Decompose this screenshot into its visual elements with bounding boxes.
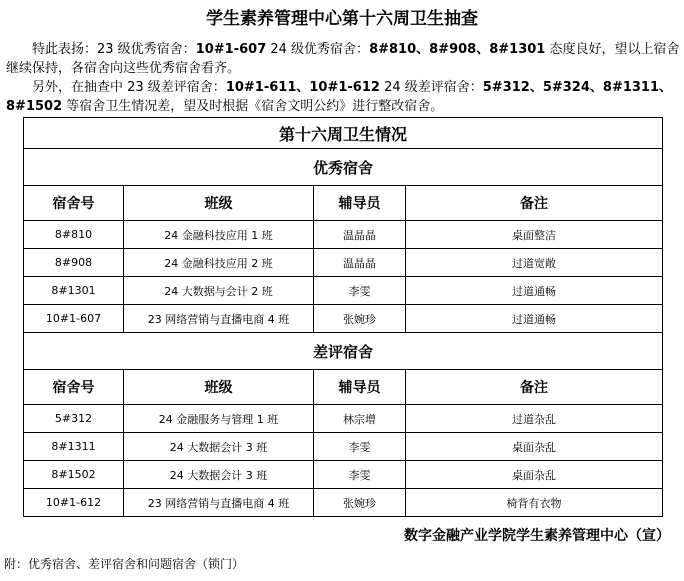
cell-remark: 过道通畅 — [406, 277, 663, 305]
cell-counselor: 李雯 — [314, 277, 406, 305]
criticism-mid: 24 级差评宿舍： — [379, 80, 483, 95]
cell-counselor: 张婉珍 — [314, 305, 406, 333]
section-label-poor: 差评宿舍 — [24, 333, 663, 370]
table-row — [24, 489, 663, 517]
criticism-dorms-23: 10#1-611、10#1-612 — [225, 80, 380, 95]
table-row — [24, 221, 663, 249]
cell-class: 24 大数据会计 3 班 — [124, 433, 314, 461]
cell-class: 24 金融科技应用 1 班 — [124, 221, 314, 249]
header-dorm: 宿舍号 — [24, 370, 124, 405]
signoff: 数字金融产业学院学生素养管理中心（宣） — [404, 528, 670, 544]
criticism-paragraph — [6, 78, 682, 116]
hygiene-report-table — [23, 117, 663, 517]
cell-dorm: 8#1311 — [24, 433, 124, 461]
header-row-poor — [24, 370, 663, 405]
table-row — [24, 277, 663, 305]
cell-dorm: 10#1-612 — [24, 489, 124, 517]
cell-remark: 桌面杂乱 — [406, 461, 663, 489]
cell-class: 23 网络营销与直播电商 4 班 — [124, 305, 314, 333]
cell-dorm: 8#908 — [24, 249, 124, 277]
cell-class: 23 网络营销与直播电商 4 班 — [124, 489, 314, 517]
cell-dorm: 5#312 — [24, 405, 124, 433]
cell-remark: 桌面整洁 — [406, 221, 663, 249]
cell-dorm: 10#1-607 — [24, 305, 124, 333]
cell-class: 24 金融服务与管理 1 班 — [124, 405, 314, 433]
cell-counselor: 李雯 — [314, 433, 406, 461]
cell-counselor: 张婉珍 — [314, 489, 406, 517]
cell-counselor: 李雯 — [314, 461, 406, 489]
table-row — [24, 433, 663, 461]
header-dorm: 宿舍号 — [24, 186, 124, 221]
attachment-note: 附：优秀宿舍、差评宿舍和问题宿舍（锁门） — [4, 557, 245, 571]
criticism-dorms-24: 5#312、5#324、8#1311、8#1502 — [6, 80, 673, 114]
header-counselor: 辅导员 — [314, 186, 406, 221]
table-row — [24, 405, 663, 433]
cell-class: 24 金融科技应用 2 班 — [124, 249, 314, 277]
praise-prefix: 特此表扬：23 级优秀宿舍： — [32, 42, 196, 57]
cell-remark: 桌面杂乱 — [406, 433, 663, 461]
header-remark: 备注 — [406, 186, 663, 221]
praise-mid: 24 级优秀宿舍： — [266, 42, 370, 57]
cell-counselor: 温晶晶 — [314, 249, 406, 277]
cell-dorm: 8#1301 — [24, 277, 124, 305]
praise-suffix: 态度良好，望以上宿舍继续保持，各宿舍向这些优秀宿舍看齐。 — [6, 42, 680, 76]
praise-dorms-24: 8#810、8#908、8#1301 — [369, 42, 546, 57]
cell-counselor: 温晶晶 — [314, 221, 406, 249]
criticism-prefix: 另外，在抽查中 23 级差评宿舍： — [32, 80, 226, 95]
table-row — [24, 305, 663, 333]
cell-remark: 过道杂乱 — [406, 405, 663, 433]
cell-class: 24 大数据与会计 2 班 — [124, 277, 314, 305]
cell-remark: 过道宽敞 — [406, 249, 663, 277]
table-row — [24, 461, 663, 489]
cell-class: 24 大数据会计 3 班 — [124, 461, 314, 489]
table-row — [24, 249, 663, 277]
header-counselor: 辅导员 — [314, 370, 406, 405]
section-row-excellent — [24, 149, 663, 186]
praise-dorms-23: 10#1-607 — [195, 42, 267, 57]
section-row-poor — [24, 333, 663, 370]
header-row-excellent — [24, 186, 663, 221]
cell-counselor: 林宗增 — [314, 405, 406, 433]
cell-remark: 过道通畅 — [406, 305, 663, 333]
cell-dorm: 8#1502 — [24, 461, 124, 489]
header-remark: 备注 — [406, 370, 663, 405]
cell-dorm: 8#810 — [24, 221, 124, 249]
header-class: 班级 — [124, 370, 314, 405]
document-title: 学生素养管理中心第十六周卫生抽查 — [206, 9, 478, 29]
table-title: 第十六周卫生情况 — [24, 118, 663, 149]
criticism-suffix: 等宿舍卫生情况差，望及时根据《宿舍文明公约》进行整改宿舍。 — [62, 99, 444, 114]
cell-remark: 椅背有衣物 — [406, 489, 663, 517]
table-title-row — [24, 118, 663, 149]
section-label-excellent: 优秀宿舍 — [24, 149, 663, 186]
praise-paragraph — [6, 40, 682, 78]
header-class: 班级 — [124, 186, 314, 221]
